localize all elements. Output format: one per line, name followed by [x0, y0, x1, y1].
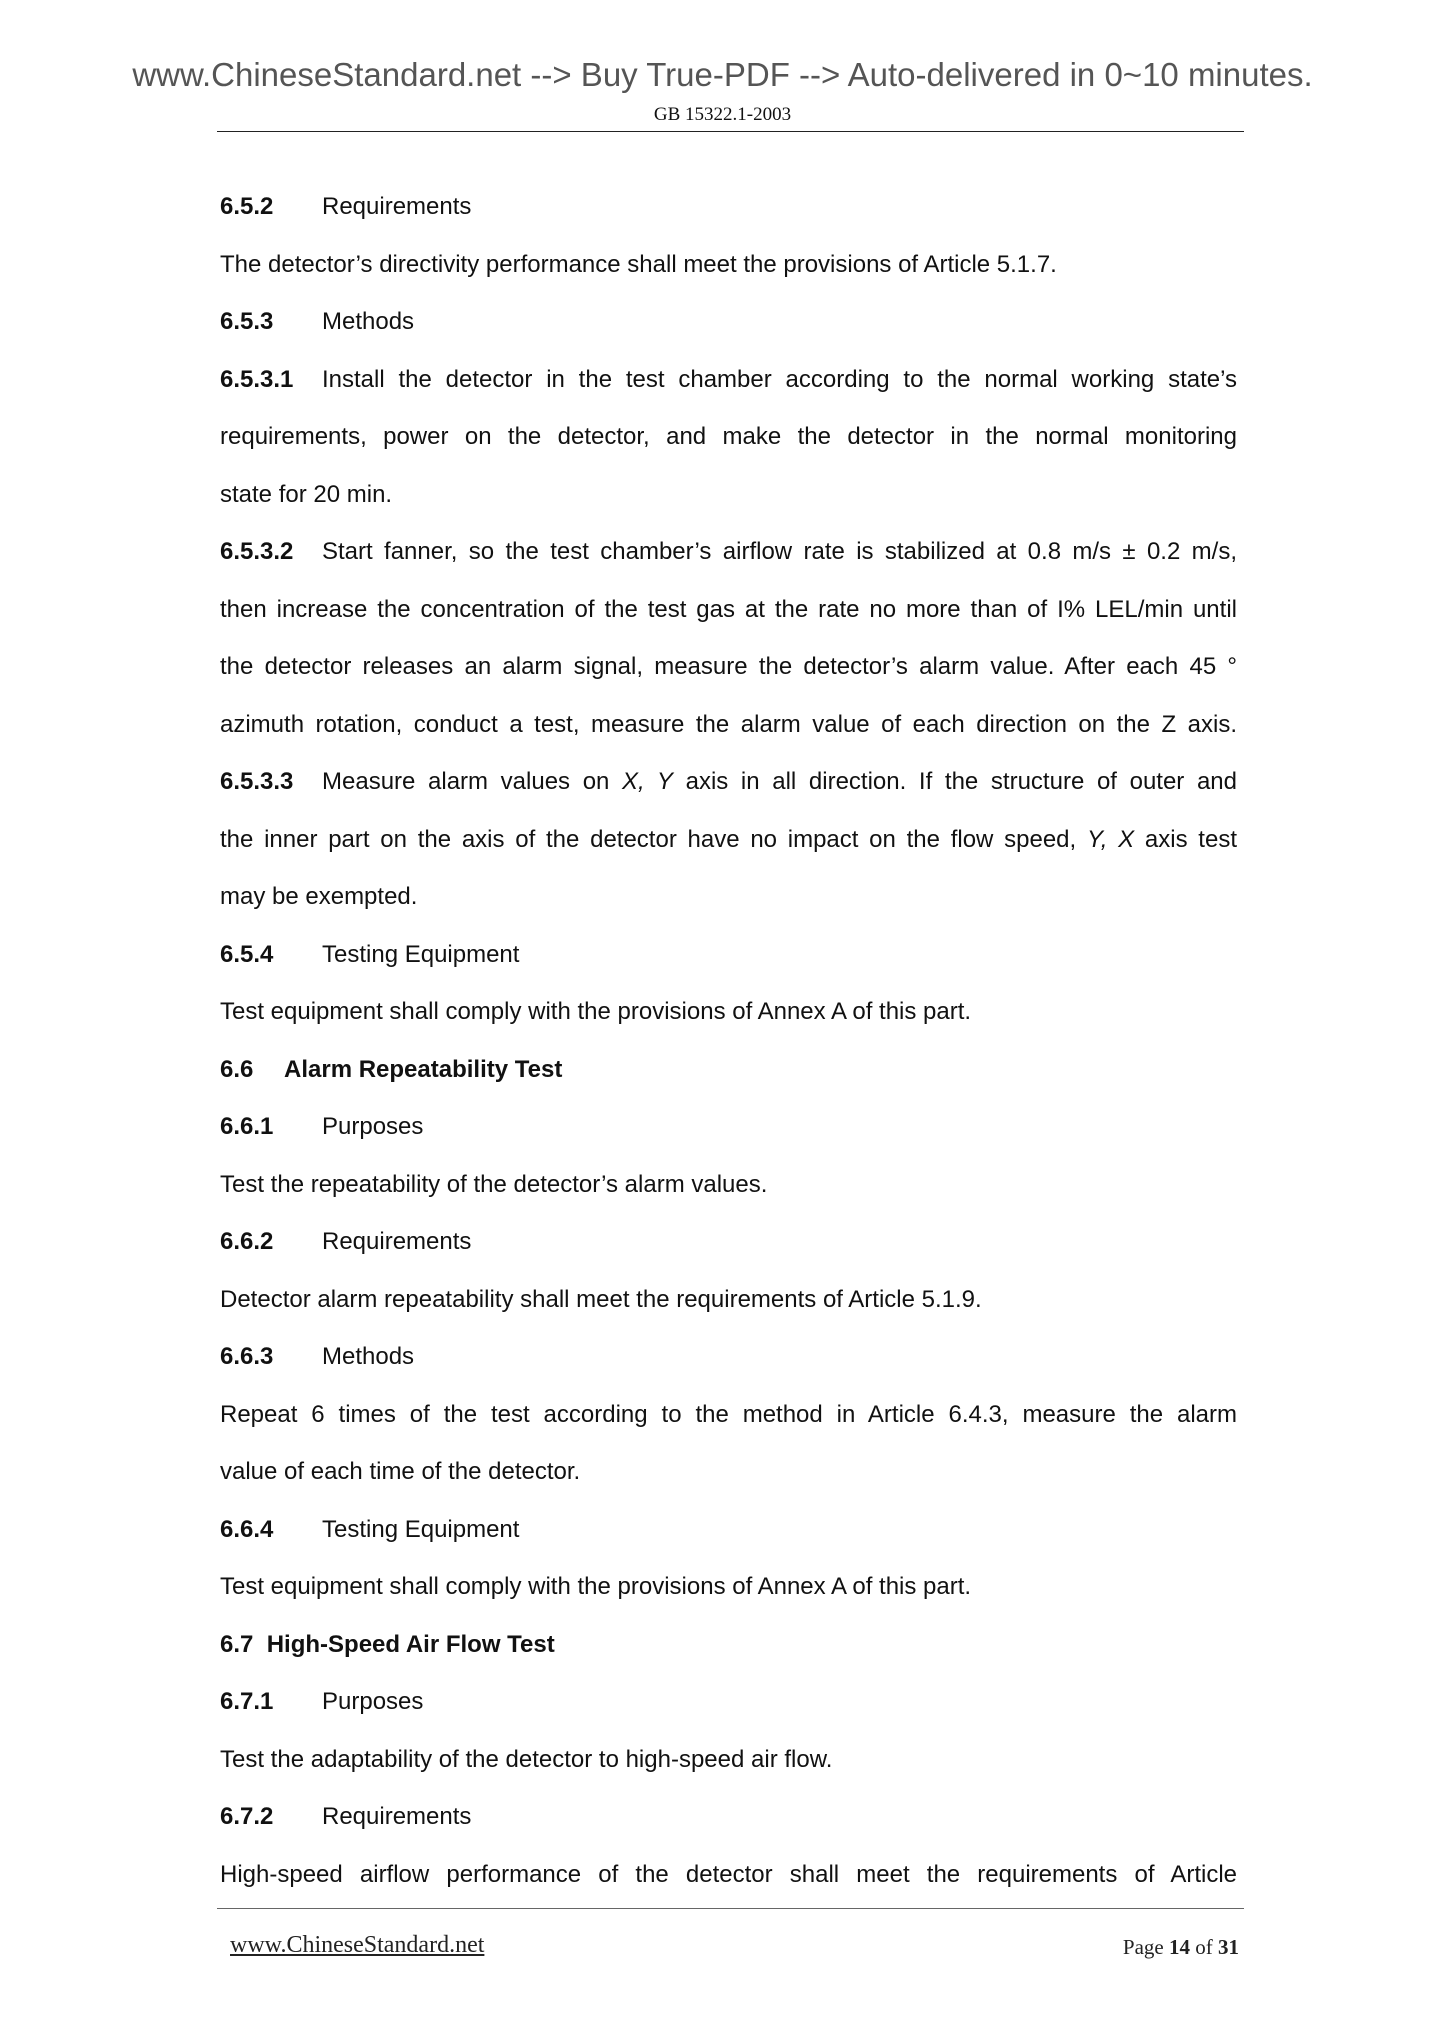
paragraph-line: High-speed airflow performance of the detector shall meet the requirements of Article [220, 1860, 1237, 1888]
heading-6-5-3 [220, 293, 1237, 351]
section-number: 6.5.3 [220, 308, 274, 335]
section-title: Requirements [322, 193, 472, 220]
clause-6-5-3-2 [220, 523, 1237, 581]
paragraph: Test the repeatability of the detector’s alarm values. [220, 1170, 768, 1198]
clause-number: 6.5.3.2 [220, 538, 294, 565]
heading-6-6 [220, 1041, 1237, 1099]
section-title: Requirements [322, 1228, 472, 1255]
section-title: Testing Equipment [322, 1515, 520, 1543]
clause-6-5-3-1 [220, 351, 1237, 409]
clause-text: axis test [1134, 825, 1237, 853]
axis-label: X, Y [622, 768, 673, 795]
clause-number: 6.5.3.3 [220, 768, 294, 795]
paragraph-line: azimuth rotation, conduct a test, measure the alarm value of each direction on the Z axis. [220, 710, 1237, 738]
clause-number: 6.5.3.1 [220, 365, 294, 393]
download-banner[interactable]: www.ChineseStandard.net --> Buy True-PDF --> Auto-delivered in 0~10 minutes. [132, 56, 1313, 93]
heading-6-5-4 [220, 926, 1237, 984]
standard-number: GB 15322.1-2003 [653, 104, 792, 125]
paragraph-line: state for 20 min. [220, 480, 393, 508]
total-pages: 31 [1218, 1935, 1239, 1959]
paragraph: The detector’s directivity performance shall meet the provisions of Article 5.1.7. [220, 250, 1057, 278]
clause-text: the inner part on the axis of the detector have no impact on the flow speed, [220, 825, 1087, 853]
paragraph: Test the adaptability of the detector to high-speed air flow. [220, 1745, 833, 1773]
section-title: Purposes [322, 1688, 424, 1715]
paragraph: Test equipment shall comply with the provisions of Annex A of this part. [220, 1573, 972, 1600]
section-title: High-Speed Air Flow Test [266, 1630, 555, 1658]
heading-6-6-2 [220, 1213, 1237, 1271]
paragraph-line: then increase the concentration of the test gas at the rate no more than of I% LEL/min until [220, 595, 1237, 623]
clause-text: Install the detector in the test chamber according to the normal working state’s [322, 365, 1237, 393]
document-body [220, 178, 1237, 1903]
section-number: 6.5.4 [220, 940, 274, 968]
paragraph-line: the detector releases an alarm signal, measure the detector’s alarm value. After each 45 ° [220, 653, 1237, 680]
clause-text: axis in all direction. If the structure of outer and [672, 768, 1237, 795]
heading-6-7-2 [220, 1788, 1237, 1846]
section-title: Testing Equipment [322, 940, 520, 968]
section-number: 6.5.2 [220, 193, 274, 220]
clause-text: Start fanner, so the test chamber’s airflow rate is stabilized at 0.8 m/s ± 0.2 m/s, [322, 538, 1237, 565]
current-page: 14 [1169, 1935, 1190, 1959]
page-indicator [1123, 1935, 1239, 1960]
section-title: Requirements [322, 1803, 472, 1830]
clause-6-5-3-3 [220, 753, 1237, 811]
paragraph-line: value of each time of the detector. [220, 1458, 581, 1485]
of-label: of [1195, 1935, 1213, 1959]
section-number: 6.7.1 [220, 1688, 274, 1715]
clause-text: Measure alarm values on [322, 768, 623, 795]
heading-6-7-1 [220, 1673, 1237, 1731]
heading-6-6-4 [220, 1501, 1237, 1559]
footer-rule [217, 1908, 1244, 1909]
heading-6-5-2 [220, 178, 1237, 236]
section-number: 6.6.4 [220, 1515, 274, 1543]
section-title: Alarm Repeatability Test [284, 1055, 563, 1083]
section-number: 6.7.2 [220, 1803, 274, 1830]
heading-6-6-1 [220, 1098, 1237, 1156]
paragraph-line: may be exempted. [220, 883, 418, 910]
section-number: 6.6.2 [220, 1228, 274, 1255]
heading-6-7 [220, 1616, 1237, 1674]
heading-6-6-3 [220, 1328, 1237, 1386]
footer-site-link[interactable]: www.ChineseStandard.net [230, 1932, 485, 1958]
paragraph-line: requirements, power on the detector, and make the detector in the normal monitoring [220, 423, 1237, 450]
section-number: 6.7 [220, 1630, 254, 1658]
paragraph: Detector alarm repeatability shall meet the requirements of Article 5.1.9. [220, 1285, 982, 1313]
paragraph-line: Repeat 6 times of the test according to the method in Article 6.4.3, measure the alarm [220, 1400, 1237, 1428]
page-label: Page [1122, 1935, 1164, 1959]
section-number: 6.6.1 [220, 1113, 274, 1140]
section-title: Purposes [322, 1113, 424, 1140]
section-title: Methods [322, 1343, 415, 1370]
section-title: Methods [322, 308, 415, 335]
section-number: 6.6 [220, 1055, 254, 1083]
paragraph: Test equipment shall comply with the provisions of Annex A of this part. [220, 998, 972, 1025]
header-rule [217, 131, 1244, 132]
axis-label: Y, X [1086, 825, 1135, 853]
section-number: 6.6.3 [220, 1343, 274, 1370]
paragraph-line [220, 811, 1237, 869]
